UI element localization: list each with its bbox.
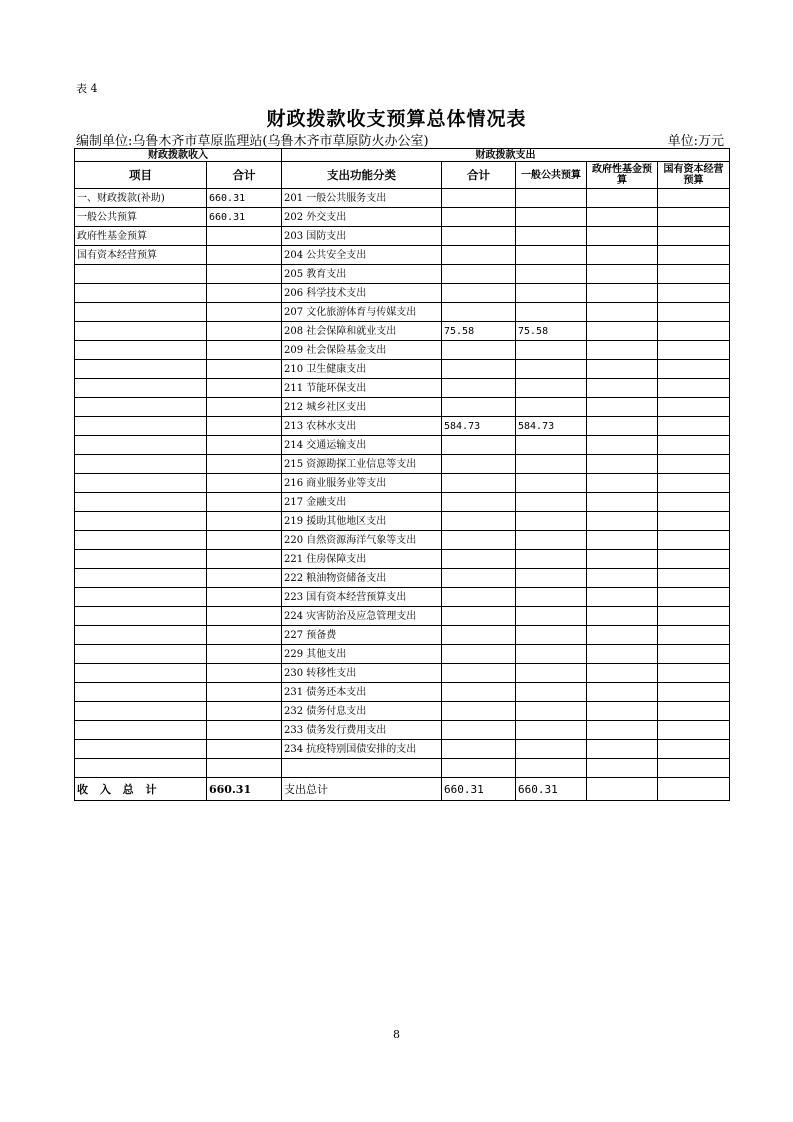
category-column-header: 支出功能分类 — [282, 162, 442, 189]
gov-fund-cell — [587, 740, 658, 759]
table-row — [75, 474, 730, 493]
state-capital-cell — [658, 740, 730, 759]
gov-fund-cell — [587, 303, 658, 322]
expense-total-cell — [442, 512, 516, 531]
category-cell: 229 其他支出 — [282, 645, 442, 664]
table-row — [75, 626, 730, 645]
income-cell — [207, 759, 282, 778]
budget-table — [74, 148, 730, 801]
general-budget-cell — [516, 246, 587, 265]
state-capital-column-header: 国有资本经营预算 — [658, 162, 730, 189]
general-budget-cell — [516, 436, 587, 455]
gov-fund-cell — [587, 189, 658, 208]
general-budget-cell: 75.58 — [516, 322, 587, 341]
expense-total-cell — [442, 626, 516, 645]
income-cell — [207, 303, 282, 322]
item-cell — [75, 740, 207, 759]
general-budget-cell — [516, 379, 587, 398]
item-cell — [75, 398, 207, 417]
income-cell — [207, 588, 282, 607]
income-cell — [207, 721, 282, 740]
gov-fund-cell — [587, 284, 658, 303]
category-cell: 206 科学技术支出 — [282, 284, 442, 303]
table-row — [75, 683, 730, 702]
category-cell: 207 文化旅游体育与传媒支出 — [282, 303, 442, 322]
category-cell: 227 预备费 — [282, 626, 442, 645]
income-cell — [207, 379, 282, 398]
state-capital-cell — [658, 702, 730, 721]
table-row — [75, 512, 730, 531]
general-budget-cell — [516, 189, 587, 208]
general-budget-cell — [516, 227, 587, 246]
gov-fund-cell — [587, 683, 658, 702]
income-cell — [207, 455, 282, 474]
expense-total-cell — [442, 303, 516, 322]
gov-fund-cell — [587, 474, 658, 493]
state-capital-cell — [658, 721, 730, 740]
category-cell: 212 城乡社区支出 — [282, 398, 442, 417]
expense-total-column-header: 合计 — [442, 162, 516, 189]
income-cell — [207, 227, 282, 246]
table-row — [75, 246, 730, 265]
general-budget-total: 660.31 — [516, 778, 587, 801]
category-cell: 223 国有资本经营预算支出 — [282, 588, 442, 607]
table-row — [75, 493, 730, 512]
gov-fund-cell — [587, 531, 658, 550]
income-cell — [207, 284, 282, 303]
gov-fund-cell — [587, 398, 658, 417]
income-cell — [207, 474, 282, 493]
general-budget-cell — [516, 759, 587, 778]
category-cell: 202 外交支出 — [282, 208, 442, 227]
expense-total-cell — [442, 208, 516, 227]
income-total-value: 660.31 — [207, 778, 282, 801]
gov-fund-cell — [587, 360, 658, 379]
general-budget-cell — [516, 474, 587, 493]
item-cell — [75, 341, 207, 360]
state-capital-cell — [658, 759, 730, 778]
state-capital-cell — [658, 398, 730, 417]
gov-fund-cell — [587, 702, 658, 721]
state-capital-cell — [658, 417, 730, 436]
expense-total-cell — [442, 550, 516, 569]
category-cell: 231 债务还本支出 — [282, 683, 442, 702]
item-cell — [75, 265, 207, 284]
item-cell — [75, 626, 207, 645]
item-cell — [75, 360, 207, 379]
table-row — [75, 436, 730, 455]
state-capital-cell — [658, 246, 730, 265]
gov-fund-cell — [587, 759, 658, 778]
category-cell: 201 一般公共服务支出 — [282, 189, 442, 208]
general-budget-cell — [516, 683, 587, 702]
income-cell — [207, 531, 282, 550]
table-row — [75, 341, 730, 360]
category-cell: 234 抗疫特别国债安排的支出 — [282, 740, 442, 759]
table-row — [75, 664, 730, 683]
income-cell — [207, 569, 282, 588]
category-cell: 217 金融支出 — [282, 493, 442, 512]
income-cell — [207, 493, 282, 512]
page-title: 财政拨款收支预算总体情况表 — [266, 108, 527, 130]
gov-fund-cell — [587, 550, 658, 569]
gov-fund-cell — [587, 721, 658, 740]
totals-row — [75, 778, 730, 801]
expense-total-cell — [442, 569, 516, 588]
income-cell — [207, 322, 282, 341]
item-cell — [75, 303, 207, 322]
general-budget-cell — [516, 626, 587, 645]
item-cell — [75, 322, 207, 341]
table-row — [75, 759, 730, 778]
category-cell: 232 债务付息支出 — [282, 702, 442, 721]
item-cell — [75, 436, 207, 455]
general-budget-cell — [516, 303, 587, 322]
state-capital-cell — [658, 455, 730, 474]
item-cell — [75, 607, 207, 626]
gov-fund-cell — [587, 322, 658, 341]
table-row — [75, 189, 730, 208]
item-cell — [75, 284, 207, 303]
group-header-row — [75, 149, 730, 162]
general-budget-cell — [516, 569, 587, 588]
category-cell: 221 住房保障支出 — [282, 550, 442, 569]
expense-total-cell — [442, 645, 516, 664]
expense-total-cell — [442, 379, 516, 398]
item-cell — [75, 493, 207, 512]
general-budget-column-header: 一般公共预算 — [516, 162, 587, 189]
page-number: 8 — [393, 1028, 400, 1041]
gov-fund-total — [587, 778, 658, 801]
expense-total-cell — [442, 531, 516, 550]
state-capital-cell — [658, 284, 730, 303]
general-budget-cell — [516, 398, 587, 417]
income-cell — [207, 664, 282, 683]
income-cell: 660.31 — [207, 208, 282, 227]
item-cell — [75, 664, 207, 683]
income-cell — [207, 645, 282, 664]
table-row — [75, 645, 730, 664]
income-cell — [207, 436, 282, 455]
category-cell: 203 国防支出 — [282, 227, 442, 246]
general-budget-cell — [516, 607, 587, 626]
income-cell — [207, 626, 282, 645]
item-cell: 一、财政拨款(补助) — [75, 189, 207, 208]
category-cell: 215 资源勘探工业信息等支出 — [282, 455, 442, 474]
general-budget-cell — [516, 208, 587, 227]
general-budget-cell — [516, 341, 587, 360]
gov-fund-cell — [587, 569, 658, 588]
table-number: 表 4 — [76, 82, 98, 95]
general-budget-cell — [516, 664, 587, 683]
expense-total-cell — [442, 436, 516, 455]
unit-label: 单位:万元 — [667, 134, 724, 149]
income-total-column-header: 合计 — [207, 162, 282, 189]
item-cell: 一般公共预算 — [75, 208, 207, 227]
expense-total-cell — [442, 721, 516, 740]
org-label: 编制单位:乌鲁木齐市草原监理站(乌鲁木齐市草原防火办公室) — [76, 134, 429, 149]
category-cell: 220 自然资源海洋气象等支出 — [282, 531, 442, 550]
table-row — [75, 322, 730, 341]
item-column-header: 项目 — [75, 162, 207, 189]
income-total-label: 收 入 总 计 — [75, 778, 207, 801]
table-row — [75, 360, 730, 379]
state-capital-cell — [658, 379, 730, 398]
income-cell — [207, 398, 282, 417]
income-cell — [207, 550, 282, 569]
income-cell — [207, 740, 282, 759]
gov-fund-cell — [587, 227, 658, 246]
item-cell — [75, 455, 207, 474]
expense-total-cell — [442, 474, 516, 493]
table-row — [75, 721, 730, 740]
income-cell — [207, 417, 282, 436]
income-cell — [207, 341, 282, 360]
item-cell — [75, 683, 207, 702]
category-cell: 219 援助其他地区支出 — [282, 512, 442, 531]
gov-fund-cell — [587, 626, 658, 645]
table-row — [75, 303, 730, 322]
expense-total-value: 660.31 — [442, 778, 516, 801]
state-capital-cell — [658, 626, 730, 645]
table-row — [75, 531, 730, 550]
category-cell: 230 转移性支出 — [282, 664, 442, 683]
table-row — [75, 550, 730, 569]
item-cell — [75, 702, 207, 721]
state-capital-cell — [658, 341, 730, 360]
expense-total-cell — [442, 740, 516, 759]
category-cell: 204 公共安全支出 — [282, 246, 442, 265]
expense-total-cell — [442, 702, 516, 721]
category-cell: 213 农林水支出 — [282, 417, 442, 436]
item-cell: 国有资本经营预算 — [75, 246, 207, 265]
state-capital-cell — [658, 474, 730, 493]
expense-total-cell — [442, 398, 516, 417]
table-row — [75, 227, 730, 246]
table-row — [75, 569, 730, 588]
item-cell — [75, 512, 207, 531]
category-cell: 208 社会保障和就业支出 — [282, 322, 442, 341]
state-capital-cell — [658, 360, 730, 379]
gov-fund-cell — [587, 493, 658, 512]
expense-total-cell — [442, 360, 516, 379]
income-cell — [207, 512, 282, 531]
category-cell: 210 卫生健康支出 — [282, 360, 442, 379]
table-row — [75, 284, 730, 303]
state-capital-cell — [658, 588, 730, 607]
category-cell: 216 商业服务业等支出 — [282, 474, 442, 493]
expense-total-cell — [442, 227, 516, 246]
state-capital-cell — [658, 436, 730, 455]
state-capital-cell — [658, 493, 730, 512]
income-cell — [207, 265, 282, 284]
category-cell: 205 教育支出 — [282, 265, 442, 284]
table-row — [75, 265, 730, 284]
state-capital-cell — [658, 227, 730, 246]
general-budget-cell — [516, 588, 587, 607]
general-budget-cell — [516, 455, 587, 474]
table-row — [75, 588, 730, 607]
general-budget-cell — [516, 265, 587, 284]
expense-total-cell — [442, 664, 516, 683]
table-row — [75, 607, 730, 626]
state-capital-total — [658, 778, 730, 801]
income-group-header: 财政拨款收入 — [75, 149, 282, 162]
state-capital-cell — [658, 303, 730, 322]
expense-total-cell: 584.73 — [442, 417, 516, 436]
general-budget-cell — [516, 702, 587, 721]
category-cell: 209 社会保险基金支出 — [282, 341, 442, 360]
expense-group-header: 财政拨款支出 — [282, 149, 730, 162]
gov-fund-cell — [587, 341, 658, 360]
state-capital-cell — [658, 208, 730, 227]
expense-total-cell — [442, 759, 516, 778]
gov-fund-cell — [587, 208, 658, 227]
gov-fund-cell — [587, 455, 658, 474]
expense-total-cell — [442, 683, 516, 702]
gov-fund-cell — [587, 607, 658, 626]
category-cell: 224 灾害防治及应急管理支出 — [282, 607, 442, 626]
table-row — [75, 417, 730, 436]
item-cell — [75, 759, 207, 778]
income-cell — [207, 246, 282, 265]
gov-fund-cell — [587, 664, 658, 683]
state-capital-cell — [658, 550, 730, 569]
general-budget-cell — [516, 721, 587, 740]
general-budget-cell — [516, 284, 587, 303]
general-budget-cell — [516, 360, 587, 379]
expense-total-cell — [442, 493, 516, 512]
item-cell — [75, 474, 207, 493]
state-capital-cell — [658, 683, 730, 702]
gov-fund-cell — [587, 265, 658, 284]
general-budget-cell — [516, 512, 587, 531]
table-row — [75, 702, 730, 721]
expense-total-cell: 75.58 — [442, 322, 516, 341]
expense-total-cell — [442, 455, 516, 474]
income-cell: 660.31 — [207, 189, 282, 208]
table-row — [75, 208, 730, 227]
item-cell — [75, 645, 207, 664]
gov-fund-cell — [587, 417, 658, 436]
income-cell — [207, 702, 282, 721]
gov-fund-cell — [587, 379, 658, 398]
table-row — [75, 455, 730, 474]
gov-fund-cell — [587, 588, 658, 607]
category-cell: 211 节能环保支出 — [282, 379, 442, 398]
item-cell — [75, 588, 207, 607]
table-row — [75, 740, 730, 759]
gov-fund-column-header: 政府性基金预算 — [587, 162, 658, 189]
column-header-row — [75, 162, 730, 189]
general-budget-cell — [516, 531, 587, 550]
category-cell — [282, 759, 442, 778]
state-capital-cell — [658, 607, 730, 626]
general-budget-cell: 584.73 — [516, 417, 587, 436]
expense-total-cell — [442, 265, 516, 284]
general-budget-cell — [516, 493, 587, 512]
state-capital-cell — [658, 664, 730, 683]
gov-fund-cell — [587, 512, 658, 531]
expense-total-cell — [442, 588, 516, 607]
expense-total-cell — [442, 284, 516, 303]
income-cell — [207, 607, 282, 626]
income-cell — [207, 683, 282, 702]
general-budget-cell — [516, 740, 587, 759]
item-cell — [75, 379, 207, 398]
category-cell: 222 粮油物资储备支出 — [282, 569, 442, 588]
gov-fund-cell — [587, 645, 658, 664]
expense-total-cell — [442, 189, 516, 208]
state-capital-cell — [658, 265, 730, 284]
state-capital-cell — [658, 531, 730, 550]
item-cell — [75, 721, 207, 740]
category-cell: 233 债务发行费用支出 — [282, 721, 442, 740]
gov-fund-cell — [587, 436, 658, 455]
item-cell — [75, 569, 207, 588]
state-capital-cell — [658, 512, 730, 531]
state-capital-cell — [658, 189, 730, 208]
expense-total-cell — [442, 341, 516, 360]
item-cell — [75, 531, 207, 550]
expense-total-cell — [442, 607, 516, 626]
gov-fund-cell — [587, 246, 658, 265]
state-capital-cell — [658, 569, 730, 588]
general-budget-cell — [516, 550, 587, 569]
table-row — [75, 398, 730, 417]
item-cell — [75, 550, 207, 569]
general-budget-cell — [516, 645, 587, 664]
item-cell — [75, 417, 207, 436]
income-cell — [207, 360, 282, 379]
item-cell: 政府性基金预算 — [75, 227, 207, 246]
expense-total-cell — [442, 246, 516, 265]
expense-total-label: 支出总计 — [282, 778, 442, 801]
state-capital-cell — [658, 322, 730, 341]
table-row — [75, 379, 730, 398]
category-cell: 214 交通运输支出 — [282, 436, 442, 455]
state-capital-cell — [658, 645, 730, 664]
